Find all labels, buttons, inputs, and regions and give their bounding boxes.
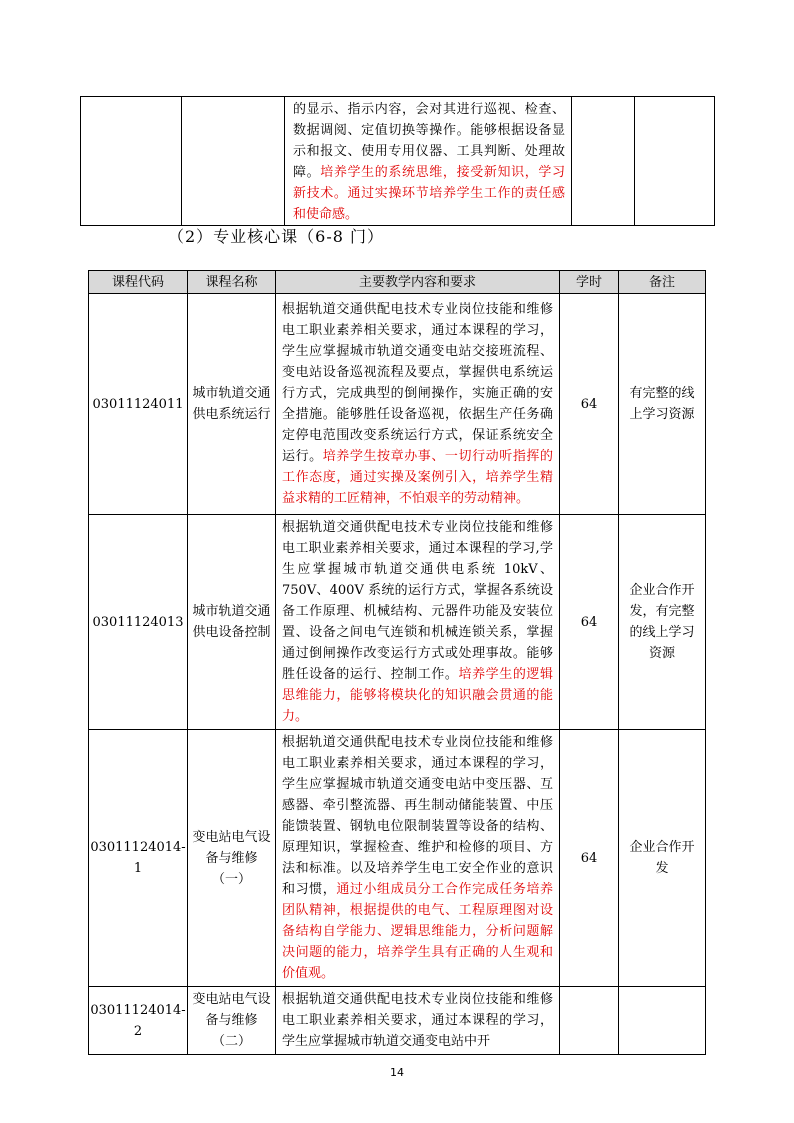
course-note: 企业合作开发 [619, 730, 706, 987]
table-header-row [89, 271, 706, 294]
ideology-text: 通过小组成员分工合作完成任务培养团队精神，根据提供的电气、工程原理图对设备结构自学能力、逻辑思维能力，分析问题解决问题的能力，培养学生具有正确的人生观和价值观。 [282, 882, 553, 981]
table-row [89, 987, 706, 1055]
course-note: 有完整的线上学习资源 [619, 294, 706, 515]
course-content [276, 515, 560, 730]
course-hours: 64 [560, 730, 619, 987]
content-text: 根据轨道交通供配电技术专业岗位技能和维修电工职业素养相关要求，通过本课程的学习,学生应掌握城市轨道交通供电系统 10kV、750V、400V 系统的运行方式，掌握各系统设备工作原理、机械结构、元器件功能及安装位置、设备之间电气连锁和机械连锁关系，掌握通过倒闸操作改变运行方式或处理事故。能够胜任设备的运行、控制工作。 [282, 520, 553, 682]
header-code: 课程代码 [89, 271, 188, 294]
course-name: 变电站电气设备与维修（二） [188, 987, 276, 1055]
hours-cell [572, 97, 635, 226]
course-note: 企业合作开发，有完整的线上学习资源 [619, 515, 706, 730]
course-code: 03011124011 [89, 294, 188, 515]
course-code: 03011124013 [89, 515, 188, 730]
note-cell [635, 97, 715, 226]
table-row [81, 97, 715, 226]
course-content [276, 730, 560, 987]
course-hours: 64 [560, 294, 619, 515]
course-code: 03011124014-1 [89, 730, 188, 987]
course-name: 城市轨道交通供电系统运行 [188, 294, 276, 515]
header-name: 课程名称 [188, 271, 276, 294]
table-row [89, 515, 706, 730]
page-number: 14 [390, 1066, 404, 1079]
name-cell [182, 97, 285, 226]
header-content: 主要教学内容和要求 [276, 271, 560, 294]
course-code: 03011124014-2 [89, 987, 188, 1055]
header-note: 备注 [619, 271, 706, 294]
content-text: 的显示、指示内容，会对其进行巡视、检查、数据调阅、定值切换等操作。能够根据设备显示和报文、使用专用仪器、工具判断、处理故障。 [293, 102, 565, 180]
header-hours: 学时 [560, 271, 619, 294]
table-row [89, 294, 706, 515]
course-content [276, 294, 560, 515]
ideology-text: 培养学生按章办事、一切行动听指挥的工作态度，通过实操及案例引入，培养学生精益求精的工匠精神，不怕艰辛的劳动精神。 [282, 449, 553, 506]
course-name: 城市轨道交通供电设备控制 [188, 515, 276, 730]
course-hours [560, 987, 619, 1055]
code-cell [81, 97, 182, 226]
ideology-text: 培养学生的系统思维，接受新知识，学习新技术。通过实操环节培养学生工作的责任感和使命感。 [293, 165, 565, 222]
course-name: 变电站电气设备与维修（一） [188, 730, 276, 987]
core-course-table [88, 270, 706, 1055]
course-hours: 64 [560, 515, 619, 730]
section-heading: （2）专业核心课（6-8 门） [168, 227, 385, 246]
content-text: 根据轨道交通供配电技术专业岗位技能和维修电工职业素养相关要求，通过本课程的学习，学生应掌握城市轨道交通变电站交接班流程、变电站设备巡视流程及要点，掌握供电系统运行方式，完成典型的倒闸操作，实施正确的安全措施。能够胜任设备巡视，依据生产任务确定停电范围改变系统运行方式，保证系统安全运行。 [282, 302, 553, 464]
content-text: 根据轨道交通供配电技术专业岗位技能和维修电工职业素养相关要求，通过本课程的学习，学生应掌握城市轨道交通变电站中开 [282, 992, 553, 1049]
table-row [89, 730, 706, 987]
content-cell [285, 97, 572, 226]
continued-course-table [80, 96, 715, 226]
content-text: 根据轨道交通供配电技术专业岗位技能和维修电工职业素养相关要求，通过本课程的学习，学生应掌握城市轨道交通变电站中变压器、互感器、牵引整流器、再生制动储能装置、中压能馈装置、钢轨电位限制装置等设备的结构、原理知识，掌握检查、维护和检修的项目、方法和标准。以及培养学生电工安全作业的意识和习惯， [282, 735, 553, 897]
course-content [276, 987, 560, 1055]
course-note [619, 987, 706, 1055]
ideology-text: 培养学生的逻辑思维能力，能够将模块化的知识融会贯通的能力。 [282, 667, 553, 724]
